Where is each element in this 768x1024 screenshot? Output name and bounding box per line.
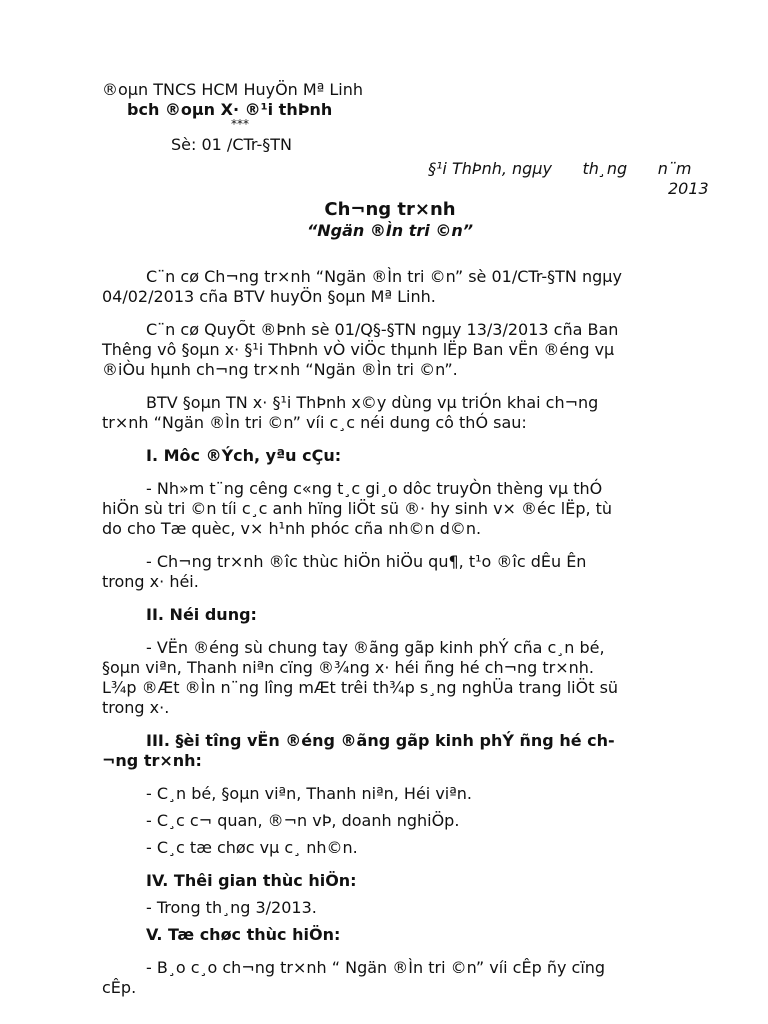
paragraph-line: BTV §oµn TN x· §¹i ThÞnh x©y dùng vµ triÓn khai ch¬ng	[146, 393, 599, 412]
paragraph-line: ®iÒu hµnh ch¬ng tr×nh “Ngän ®Ìn tri ©n”.	[102, 360, 458, 379]
paragraph-line: - Nh»m t¨ng cêng c«ng t¸c gi¸o dôc truyÒn thèng vµ thÓ	[146, 479, 603, 498]
document-number: Sè: 01 /CTr-§TN	[171, 135, 292, 154]
paragraph-line: trong x·.	[102, 698, 170, 717]
header-stars: ***	[231, 117, 249, 131]
org-line-1: ®oµn TNCS HCM HuyÖn Mª Linh	[102, 80, 363, 99]
dateline: §¹i ThÞnh, ngµy th¸ng n¨m	[428, 159, 692, 178]
paragraph-line: C¨n cø QuyÕt ®Þnh sè 01/Q§-§TN ngµy 13/3/2013 cña Ban	[146, 320, 619, 339]
list-item: - C¸c tæ chøc vµ c¸ nh©n.	[146, 838, 358, 857]
paragraph-line: C¨n cø Ch¬ng tr×nh “Ngän ®Ìn tri ©n” sè 01/CTr-§TN ngµy	[146, 267, 622, 286]
paragraph-line: hiÖn sù tri ©n tíi c¸c anh hïng liÖt sü ®· hy sinh v× ®éc lËp, tù	[102, 499, 613, 518]
list-item: - C¸n bé, §oµn viªn, Thanh niªn, Héi viªn.	[146, 784, 472, 803]
heading-line: III. §èi tîng vËn ®éng ®ãng gãp kinh phÝ ñng hé ch-	[146, 731, 615, 750]
section-heading-4: IV. Thêi gian thùc hiÖn:	[146, 871, 357, 890]
paragraph-line: - B¸o c¸o ch¬ng tr×nh “ Ngän ®Ìn tri ©n” víi cÊp ñy cïng	[146, 958, 606, 977]
section-heading-3	[102, 731, 692, 771]
paragraph	[102, 267, 692, 307]
paragraph	[102, 638, 692, 718]
paragraph	[102, 552, 692, 592]
paragraph-line: tr×nh “Ngän ®Ìn tri ©n” víi c¸c néi dung cô thÓ sau:	[102, 413, 527, 432]
paragraph	[102, 958, 692, 998]
paragraph-line: - VËn ®éng sù chung tay ®ãng gãp kinh phÝ cña c¸n bé,	[146, 638, 605, 657]
paragraph	[102, 320, 692, 380]
paragraph-line: - Ch¬ng tr×nh ®îc thùc hiÖn hiÖu qu¶, t¹o ®îc dÊu Ên	[146, 552, 587, 571]
section-heading-2: II. Néi dung:	[146, 605, 257, 624]
dateline-year: 2013	[668, 179, 709, 198]
heading-line: ¬ng tr×nh:	[102, 751, 202, 770]
list-item: - C¸c c¬ quan, ®¬n vÞ, doanh nghiÖp.	[146, 811, 460, 830]
document-body	[102, 267, 692, 998]
section-heading-5: V. Tæ chøc thùc hiÖn:	[146, 925, 341, 944]
paragraph-line: cÊp.	[102, 978, 137, 997]
paragraph	[102, 393, 692, 433]
document-subtitle: “Ngän ®Ìn tri ©n”	[306, 221, 474, 240]
paragraph-line: do cho Tæ quèc, v× h¹nh phóc cña nh©n d©n.	[102, 519, 482, 538]
org-line-2: bch ®oµn X· ®¹i thÞnh	[127, 100, 333, 119]
paragraph-line: 04/02/2013 cña BTV huyÖn §oµn Mª Linh.	[102, 287, 436, 306]
paragraph-line: trong x· héi.	[102, 572, 199, 591]
paragraph-line: Thêng vô §oµn x· §¹i ThÞnh vÒ viÖc thµnh lËp Ban vËn ®éng vµ	[102, 340, 615, 359]
section-heading-1: I. Môc ®Ých, yªu cÇu:	[146, 446, 342, 465]
paragraph	[102, 479, 692, 539]
document-title: Ch¬ng tr×nh	[324, 199, 456, 220]
list-item: - Trong th¸ng 3/2013.	[146, 898, 317, 917]
paragraph-line: L¾p ®Æt ®Ìn n¨ng lîng mÆt trêi th¾p s¸ng nghÜa trang liÖt sü	[102, 678, 619, 697]
paragraph-line: §oµn viªn, Thanh niªn cïng ®¾ng x· héi ñng hé ch¬ng tr×nh.	[102, 658, 595, 677]
